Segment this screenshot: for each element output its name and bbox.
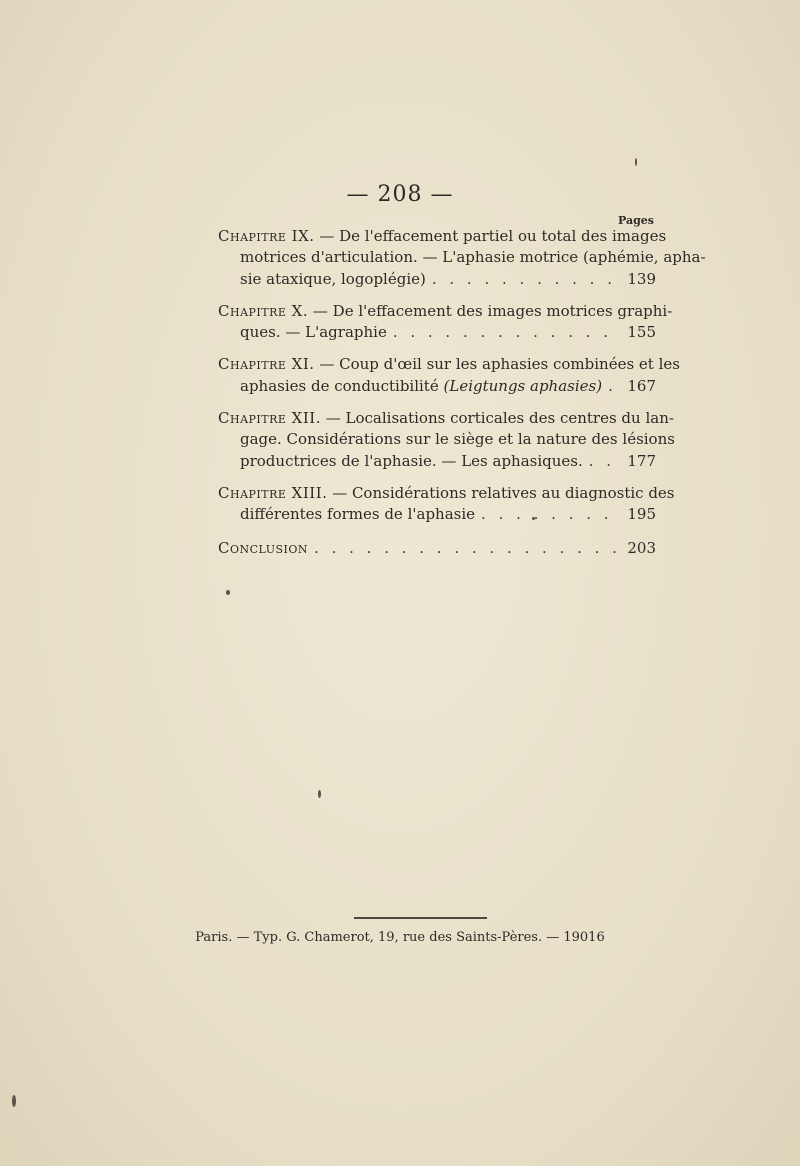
chapter-title-line: — De l'effacement partiel ou total des images [319,227,667,245]
paper-speck [318,790,321,798]
toc-entry-chapter-13 [218,483,675,526]
paper-speck [12,1095,16,1107]
dot-leaders [393,322,616,343]
page-number: — 208 — [346,182,454,207]
chapter-title-line: motrices d'articulation. — L'aphasie motrice (aphémie, apha- [240,248,706,267]
page-ref: 177 [627,451,656,470]
toc-entry-chapter-11 [218,354,680,397]
chapter-heading: Chapitre IX. [218,227,315,245]
page-ref: 139 [627,269,656,288]
chapter-heading: Chapitre XI. [218,355,315,374]
dot-leaders [314,538,616,559]
footer-rule [354,917,487,919]
table-of-contents [218,226,706,570]
page-ref: 203 [627,538,656,557]
conclusion-heading: Conclusion [218,538,309,557]
printer-imprint: Paris. — Typ. G. Chamerot, 19, rue des Saints-Pères. — 19016 [195,930,605,945]
chapter-heading: Chapitre XII. [218,409,321,428]
dot-leaders [432,269,616,290]
toc-entry-chapter-12 [218,408,675,472]
toc-entry-conclusion [218,538,656,559]
chapter-title-italic: (Leigtungs aphasies) [443,376,603,395]
chapter-title-line: aphasies de conductibilité [240,376,439,395]
chapter-title-line: sie ataxique, logoplégie) [240,269,426,288]
dot-leaders [589,451,616,472]
chapter-title-line: — Localisations corticales des centres du lan- [325,409,674,428]
pages-column-label: Pages [618,214,654,227]
chapter-title-line: ques. — L'agraphie [240,323,387,342]
toc-entry-chapter-9 [218,226,706,290]
chapter-title-line: productrices de l'aphasie. — Les aphasiques. [240,451,583,470]
dot-leaders [481,504,616,525]
page-ref: 167 [627,376,656,395]
page-ref: 195 [627,505,656,524]
chapter-title-line: — De l'effacement des images motrices graphi- [312,301,673,320]
paper-speck [635,158,637,166]
page-ref: 155 [627,323,656,342]
chapter-heading: Chapitre X. [218,301,309,320]
paper-speck [532,517,535,520]
chapter-title-line: — Considérations relatives au diagnostic des [332,483,675,502]
chapter-heading: Chapitre XIII. [218,483,328,502]
chapter-title-line: différentes formes de l'aphasie [240,505,476,524]
paper-speck [226,590,230,595]
dot-leaders [608,376,616,397]
toc-entry-chapter-10 [218,301,673,344]
chapter-title-line: gage. Considérations sur le siège et la nature des lésions [240,430,675,449]
chapter-title-line: — Coup d'œil sur les aphasies combinées et les [319,355,680,374]
